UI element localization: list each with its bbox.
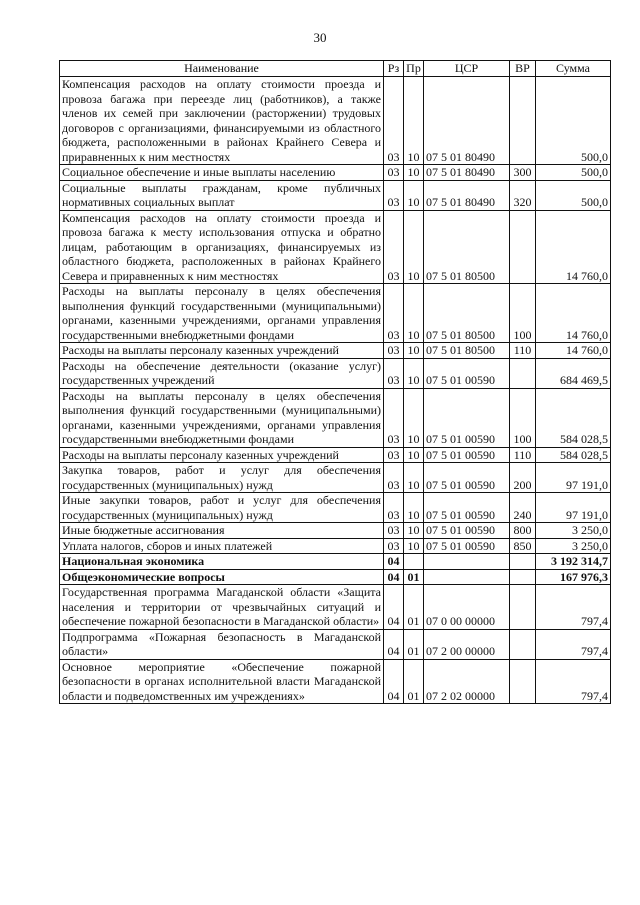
table-row — [60, 284, 611, 343]
row-name: Социальные выплаты гражданам, кроме публичных нормативных социальных выплат — [60, 180, 384, 210]
row-rz: 04 — [384, 569, 404, 585]
table-row — [60, 180, 611, 210]
row-csr: 07 5 01 00590 — [424, 388, 510, 447]
row-rz: 03 — [384, 538, 404, 554]
row-sum: 500,0 — [536, 77, 611, 165]
row-sum: 500,0 — [536, 180, 611, 210]
row-vr: 100 — [510, 388, 536, 447]
table-row — [60, 523, 611, 539]
row-sum: 684 469,5 — [536, 358, 611, 388]
row-vr: 240 — [510, 493, 536, 523]
row-sum: 167 976,3 — [536, 569, 611, 585]
row-sum: 97 191,0 — [536, 493, 611, 523]
header-sum: Сумма — [536, 61, 611, 77]
row-pr: 01 — [404, 585, 424, 630]
row-csr — [424, 569, 510, 585]
row-name: Расходы на выплаты персоналу казенных учреждений — [60, 343, 384, 359]
row-name: Компенсация расходов на оплату стоимости проезда и провоза багажа при переезде лиц (работников), а также членов их семей при заключении (расторжении) трудовых договоров с организациями, финансируемыми из областного бюджета, расположенными в районах Крайнего Севера и приравненных к ним местностях — [60, 77, 384, 165]
row-pr: 10 — [404, 388, 424, 447]
row-sum: 797,4 — [536, 585, 611, 630]
table-row — [60, 554, 611, 570]
row-name: Закупка товаров, работ и услуг для обеспечения государственных (муниципальных) нужд — [60, 463, 384, 493]
row-name: Государственная программа Магаданской области «Защита населения и территории от чрезвычайных ситуаций и обеспечение пожарной безопасности в Магаданской области» — [60, 585, 384, 630]
row-csr: 07 5 01 80490 — [424, 165, 510, 181]
row-vr: 110 — [510, 447, 536, 463]
row-pr: 10 — [404, 523, 424, 539]
row-csr: 07 5 01 00590 — [424, 523, 510, 539]
row-name: Уплата налогов, сборов и иных платежей — [60, 538, 384, 554]
table-row — [60, 165, 611, 181]
row-pr: 10 — [404, 77, 424, 165]
row-csr: 07 2 00 00000 — [424, 629, 510, 659]
row-rz: 03 — [384, 284, 404, 343]
row-csr: 07 5 01 00590 — [424, 358, 510, 388]
header-pr: Пр — [404, 61, 424, 77]
table-row — [60, 538, 611, 554]
table-row — [60, 569, 611, 585]
row-pr: 01 — [404, 569, 424, 585]
row-rz: 03 — [384, 493, 404, 523]
row-vr: 300 — [510, 165, 536, 181]
row-rz: 03 — [384, 463, 404, 493]
row-vr — [510, 569, 536, 585]
row-name: Расходы на выплаты персоналу в целях обеспечения выполнения функций государственными (муниципальными) органами, казенными учреждениями, органами управления государственными внебюджетными фондами — [60, 388, 384, 447]
row-csr — [424, 554, 510, 570]
row-name: Подпрограмма «Пожарная безопасность в Магаданской области» — [60, 629, 384, 659]
row-csr: 07 5 01 80490 — [424, 180, 510, 210]
row-pr: 10 — [404, 463, 424, 493]
row-rz: 03 — [384, 165, 404, 181]
row-csr: 07 5 01 80500 — [424, 210, 510, 284]
row-csr: 07 5 01 80490 — [424, 77, 510, 165]
row-sum: 14 760,0 — [536, 343, 611, 359]
row-csr: 07 5 01 00590 — [424, 538, 510, 554]
row-rz: 04 — [384, 585, 404, 630]
row-rz: 04 — [384, 659, 404, 704]
row-name: Иные закупки товаров, работ и услуг для обеспечения государственных (муниципальных) нужд — [60, 493, 384, 523]
row-vr — [510, 659, 536, 704]
row-csr: 07 5 01 00590 — [424, 463, 510, 493]
row-name: Общеэкономические вопросы — [60, 569, 384, 585]
row-rz: 03 — [384, 358, 404, 388]
row-rz: 04 — [384, 629, 404, 659]
row-csr: 07 2 02 00000 — [424, 659, 510, 704]
row-rz: 03 — [384, 447, 404, 463]
row-pr: 10 — [404, 210, 424, 284]
table-row — [60, 629, 611, 659]
budget-table — [59, 60, 611, 704]
row-rz: 04 — [384, 554, 404, 570]
table-row — [60, 358, 611, 388]
table-row — [60, 447, 611, 463]
row-name: Компенсация расходов на оплату стоимости проезда и провоза багажа к месту использования отпуска и обратно лицам, работающим в организациях, финансируемых из областного бюджета, расположенных в районах Крайнего Севера и приравненных к ним местностях — [60, 210, 384, 284]
row-vr — [510, 77, 536, 165]
row-sum: 14 760,0 — [536, 284, 611, 343]
row-vr — [510, 629, 536, 659]
table-header-row — [60, 61, 611, 77]
table-row — [60, 210, 611, 284]
row-pr: 10 — [404, 165, 424, 181]
row-rz: 03 — [384, 523, 404, 539]
row-csr: 07 5 01 00590 — [424, 447, 510, 463]
row-sum: 3 192 314,7 — [536, 554, 611, 570]
row-vr: 850 — [510, 538, 536, 554]
header-csr: ЦСР — [424, 61, 510, 77]
row-vr: 200 — [510, 463, 536, 493]
row-sum: 584 028,5 — [536, 388, 611, 447]
row-csr: 07 5 01 00590 — [424, 493, 510, 523]
header-name: Наименование — [60, 61, 384, 77]
row-csr: 07 5 01 80500 — [424, 284, 510, 343]
row-rz: 03 — [384, 77, 404, 165]
row-name: Расходы на выплаты персоналу в целях обеспечения выполнения функций государственными (муниципальными) органами, казенными учреждениями, органами управления государственными внебюджетными фондами — [60, 284, 384, 343]
row-vr: 800 — [510, 523, 536, 539]
row-vr: 100 — [510, 284, 536, 343]
row-sum: 797,4 — [536, 629, 611, 659]
row-pr: 10 — [404, 538, 424, 554]
page-number: 30 — [313, 30, 327, 45]
row-vr: 320 — [510, 180, 536, 210]
row-rz: 03 — [384, 388, 404, 447]
row-sum: 797,4 — [536, 659, 611, 704]
table-row — [60, 463, 611, 493]
row-name: Расходы на выплаты персоналу казенных учреждений — [60, 447, 384, 463]
row-vr — [510, 358, 536, 388]
header-rz: Рз — [384, 61, 404, 77]
row-vr — [510, 585, 536, 630]
table-row — [60, 388, 611, 447]
row-pr: 10 — [404, 447, 424, 463]
row-vr: 110 — [510, 343, 536, 359]
row-sum: 14 760,0 — [536, 210, 611, 284]
row-pr: 10 — [404, 180, 424, 210]
row-name: Основное мероприятие «Обеспечение пожарной безопасности в органах исполнительной власти Магаданской области и подведомственных им учреждениях» — [60, 659, 384, 704]
row-sum: 97 191,0 — [536, 463, 611, 493]
table-row — [60, 585, 611, 630]
row-name: Иные бюджетные ассигнования — [60, 523, 384, 539]
row-pr: 10 — [404, 284, 424, 343]
table-row — [60, 659, 611, 704]
row-sum: 3 250,0 — [536, 523, 611, 539]
row-name: Национальная экономика — [60, 554, 384, 570]
row-pr — [404, 554, 424, 570]
row-rz: 03 — [384, 180, 404, 210]
row-sum: 500,0 — [536, 165, 611, 181]
header-vr: ВР — [510, 61, 536, 77]
table-row — [60, 493, 611, 523]
row-csr: 07 0 00 00000 — [424, 585, 510, 630]
row-name: Расходы на обеспечение деятельности (оказание услуг) государственных учреждений — [60, 358, 384, 388]
row-csr: 07 5 01 80500 — [424, 343, 510, 359]
row-sum: 3 250,0 — [536, 538, 611, 554]
row-pr: 10 — [404, 358, 424, 388]
row-rz: 03 — [384, 343, 404, 359]
row-pr: 10 — [404, 493, 424, 523]
table-row — [60, 343, 611, 359]
row-name: Социальное обеспечение и иные выплаты населению — [60, 165, 384, 181]
table-row — [60, 77, 611, 165]
row-pr: 01 — [404, 659, 424, 704]
row-vr — [510, 554, 536, 570]
row-sum: 584 028,5 — [536, 447, 611, 463]
row-rz: 03 — [384, 210, 404, 284]
row-pr: 01 — [404, 629, 424, 659]
row-pr: 10 — [404, 343, 424, 359]
row-vr — [510, 210, 536, 284]
